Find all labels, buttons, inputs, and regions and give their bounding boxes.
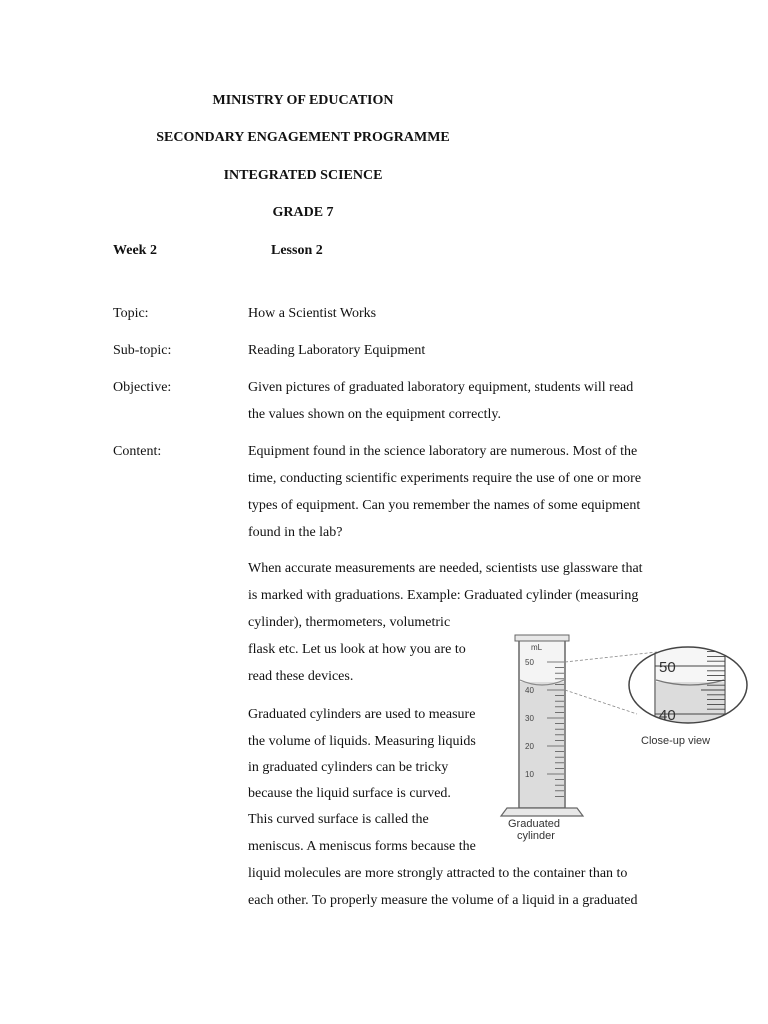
scale-label-30: 30 (525, 714, 534, 723)
content-label: Content: (113, 444, 162, 459)
closeup-guide-bottom (565, 690, 637, 714)
content-para3-line: because the liquid surface is curved. (248, 786, 451, 801)
content-para2-line: cylinder), thermometers, volumetric (248, 615, 451, 630)
header-programme: SECONDARY ENGAGEMENT PROGRAMME (156, 130, 450, 145)
content-para3-line: This curved surface is called the (248, 812, 429, 827)
header-grade: GRADE 7 (272, 205, 334, 220)
unit-label: mL (531, 643, 543, 652)
content-para3-line: each other. To properly measure the volume of a liquid in a graduated (248, 893, 638, 908)
objective-line: the values shown on the equipment correctly. (248, 407, 501, 422)
scale-label-40: 40 (525, 686, 534, 695)
closeup-label-40: 40 (659, 707, 676, 724)
content-para2-line: read these devices. (248, 669, 354, 684)
subtopic-label: Sub-topic: (113, 343, 172, 358)
content-para3-line: Graduated cylinders are used to measure (248, 707, 476, 722)
scale-label-20: 20 (525, 742, 534, 751)
topic-value: How a Scientist Works (248, 306, 377, 321)
header-ministry: MINISTRY OF EDUCATION (212, 93, 394, 108)
graduated-cylinder-figure (497, 624, 752, 844)
content-para3-line: the volume of liquids. Measuring liquids (248, 734, 476, 749)
topic-label: Topic: (113, 306, 149, 321)
content-para1-line: types of equipment. Can you remember the names of some equipment (248, 498, 641, 513)
objective-line: Given pictures of graduated laboratory equipment, students will read (248, 380, 634, 395)
closeup-caption: Close-up view (641, 735, 711, 747)
content-para1-line: found in the lab? (248, 525, 343, 540)
cylinder-base (501, 808, 583, 816)
week-label: Week 2 (113, 243, 157, 258)
subtopic-value: Reading Laboratory Equipment (248, 343, 426, 358)
content-para3-line: in graduated cylinders can be tricky (248, 760, 449, 775)
content-para2-line: When accurate measurements are needed, scientists use glassware that (248, 561, 643, 576)
scale-label-50: 50 (525, 658, 534, 667)
content-para2-line: is marked with graduations. Example: Graduated cylinder (measuring (248, 588, 639, 603)
cylinder-lip (515, 635, 569, 641)
objective-label: Objective: (113, 380, 172, 395)
cylinder-caption-1: Graduated (508, 818, 560, 830)
scale-label-10: 10 (525, 770, 534, 779)
content-para2-line: flask etc. Let us look at how you are to (248, 642, 466, 657)
lesson-label: Lesson 2 (271, 243, 323, 258)
content-para3-line: liquid molecules are more strongly attracted to the container than to (248, 866, 628, 881)
content-para1-line: Equipment found in the science laboratory are numerous. Most of the (248, 444, 638, 459)
content-para1-line: time, conducting scientific experiments require the use of one or more (248, 471, 642, 486)
content-para3-line: meniscus. A meniscus forms because the (248, 839, 476, 854)
header-subject: INTEGRATED SCIENCE (223, 168, 383, 183)
cylinder-caption-2: cylinder (517, 830, 555, 842)
closeup-label-50: 50 (659, 659, 676, 676)
